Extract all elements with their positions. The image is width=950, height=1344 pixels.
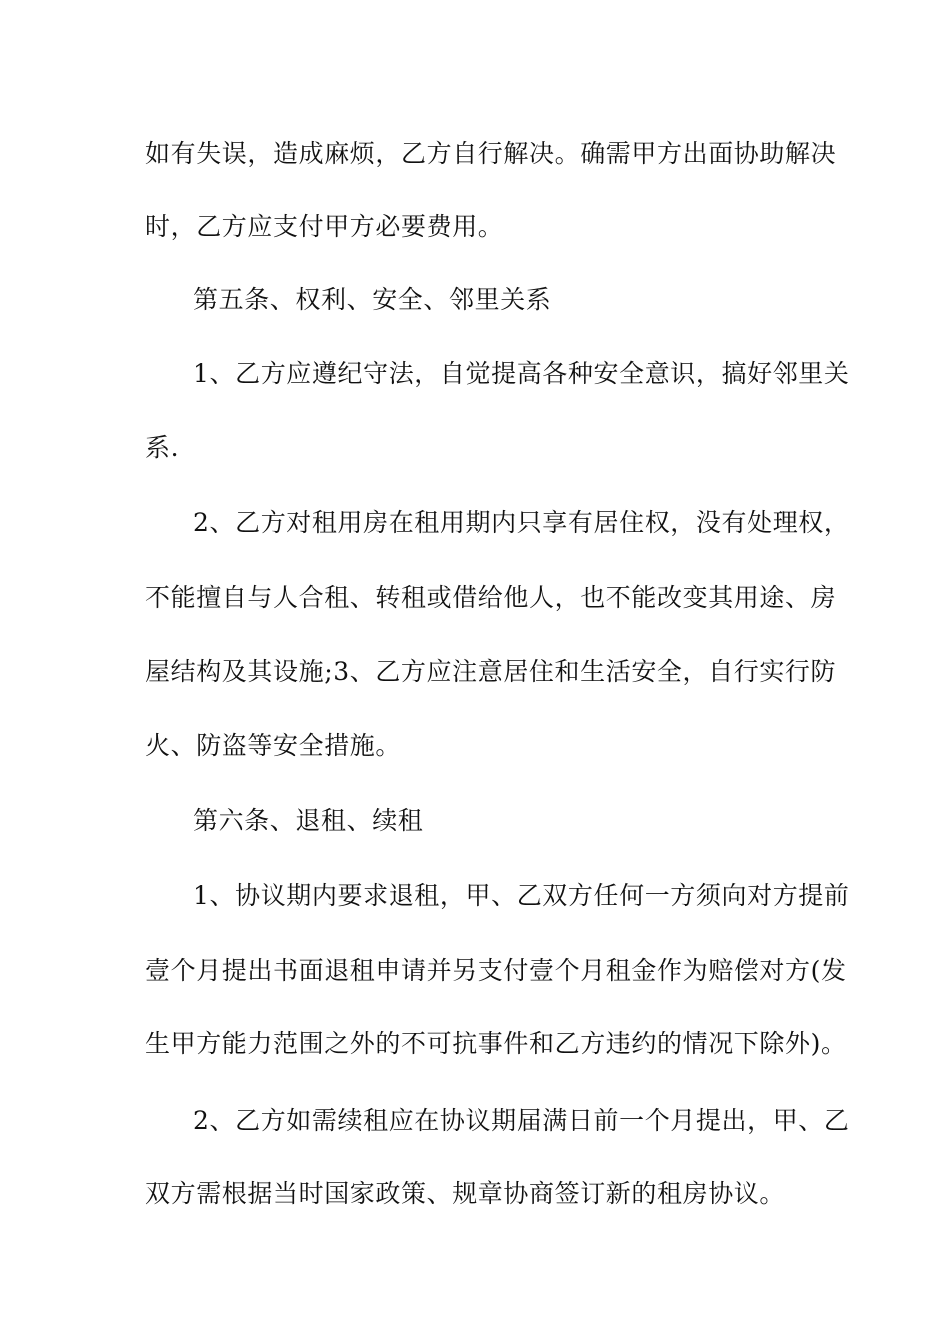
text-line: 火、防盗等安全措施。 xyxy=(145,731,402,760)
text-line: 双方需根据当时国家政策、规章协商签订新的租房协议。 xyxy=(145,1179,786,1208)
text-line: 时，乙方应支付甲方必要费用。 xyxy=(145,212,504,241)
section-heading: 第五条、权利、安全、邻里关系 xyxy=(193,285,552,314)
text-line: 2、乙方如需续租应在协议期届满日前一个月提出，甲、乙 xyxy=(193,1106,850,1135)
text-line: 壹个月提出书面退租申请并另支付壹个月租金作为赔偿对方(发 xyxy=(145,956,847,985)
section-heading: 第六条、退租、续租 xyxy=(193,806,424,835)
text-line: 如有失误，造成麻烦，乙方自行解决。确需甲方出面协助解决 xyxy=(145,139,837,168)
text-line: 1、乙方应遵纪守法，自觉提高各种安全意识，搞好邻里关 xyxy=(193,359,850,388)
text-line: 1、协议期内要求退租，甲、乙双方任何一方须向对方提前 xyxy=(193,881,850,910)
text-line: 2、乙方对租用房在租用期内只享有居住权，没有处理权， xyxy=(193,508,850,537)
text-line: 屋结构及其设施;3、乙方应注意居住和生活安全，自行实行防 xyxy=(145,657,837,686)
text-line: 不能擅自与人合租、转租或借给他人，也不能改变其用途、房 xyxy=(145,583,837,612)
text-line: 系. xyxy=(145,433,180,462)
text-line: 生甲方能力范围之外的不可抗事件和乙方违约的情况下除外)。 xyxy=(145,1029,847,1058)
